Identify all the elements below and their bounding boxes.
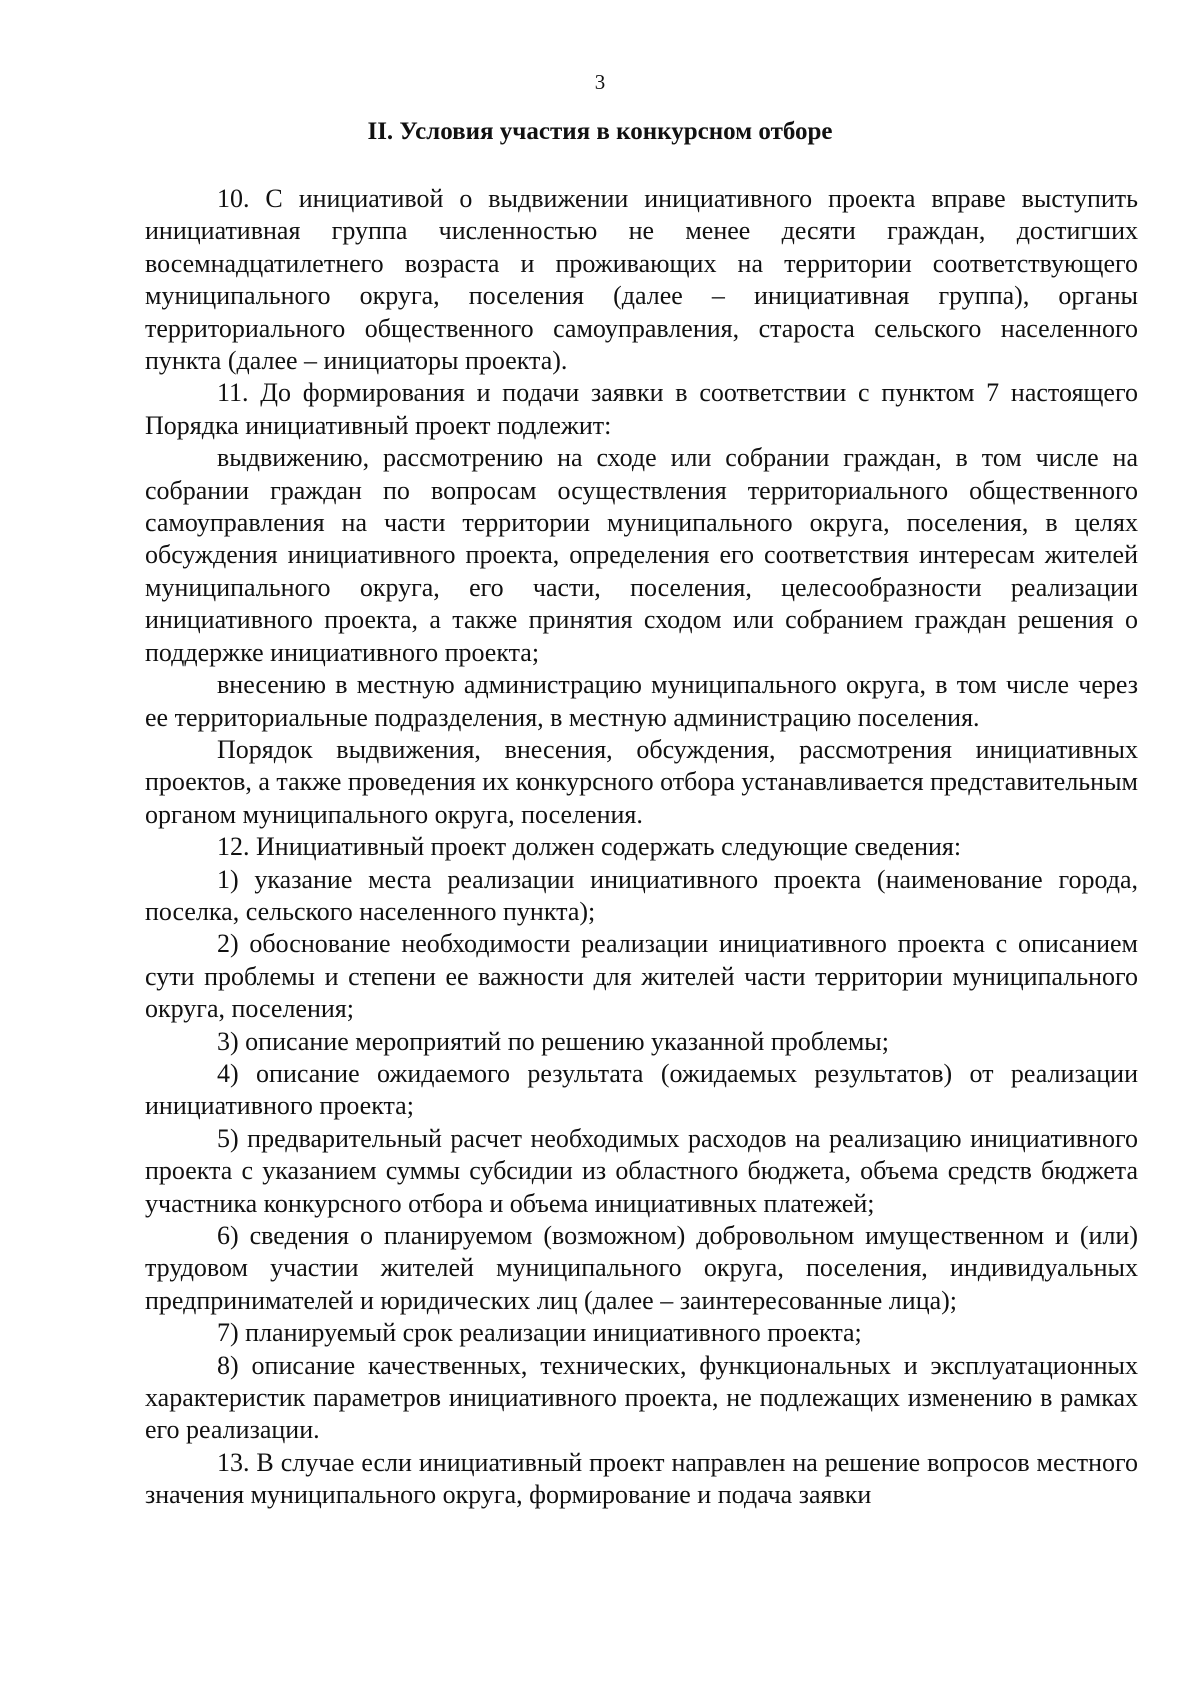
body-text [145, 183, 1138, 1512]
section-heading: II. Условия участия в конкурсном отборе [367, 118, 833, 145]
list-item: 5) предварительный расчет необходимых расходов на реализацию инициативного проекта с указанием суммы субсидии из областного бюджета, объема средств бюджета участника конкурсного отбора и объема инициативных платежей; [145, 1123, 1138, 1218]
list-item: 4) описание ожидаемого результата (ожидаемых результатов) от реализации инициативного проекта; [145, 1058, 1138, 1121]
list-item: 2) обоснование необходимости реализации инициативного проекта с описанием сути проблемы и степени ее важности для жителей части территории муниципального округа, поселения; [145, 929, 1138, 1024]
page-number: 3 [594, 70, 606, 94]
paragraph: 13. В случае если инициативный проект направлен на решение вопросов местного значения муниципального округа, формирование и подача заявки [145, 1447, 1138, 1510]
list-item: 1) указание места реализации инициативного проекта (наименование города, поселка, сельского населенного пункта); [145, 864, 1138, 926]
list-item: 8) описание качественных, технических, функциональных и эксплуатационных характеристик параметров инициативного проекта, не подлежащих изменению в рамках его реализации. [145, 1350, 1138, 1445]
paragraph: 11. До формирования и подачи заявки в соответствии с пунктом 7 настоящего Порядка инициативный проект подлежит: [145, 378, 1138, 440]
list-item: 7) планируемый срок реализации инициативного проекта; [217, 1318, 862, 1348]
list-item: 3) описание мероприятий по решению указанной проблемы; [217, 1026, 889, 1056]
paragraph: выдвижению, рассмотрению на сходе или собрании граждан, в том числе на собрании граждан по вопросам осуществления территориального общественного самоуправления на части территории муниципального округа, поселения, в целях обсуждения инициативного проекта, определения его соответствия интересам жителей муниципального округа, его части, поселения, целесообразности реализации инициативного проекта, а также принятия сходом или собранием граждан решения о поддержке инициативного проекта; [145, 443, 1138, 667]
paragraph: 12. Инициативный проект должен содержать следующие сведения: [217, 832, 962, 862]
paragraph: внесению в местную администрацию муниципального округа, в том числе через ее территориальные подразделения, в местную администрацию поселения. [145, 670, 1138, 732]
paragraph: Порядок выдвижения, внесения, обсуждения, рассмотрения инициативных проектов, а также проведения их конкурсного отбора устанавливается представительным органом муниципального округа, поселения. [145, 734, 1138, 829]
list-item: 6) сведения о планируемом (возможном) добровольном имущественном и (или) трудовом участии жителей муниципального округа, поселения, индивидуальных предпринимателей и юридических лиц (далее – заинтересованные лица); [145, 1221, 1138, 1315]
paragraph: 10. С инициативой о выдвижении инициативного проекта вправе выступить инициативная группа численностью не менее десяти граждан, достигших восемнадцатилетнего возраста и проживающих на территории соответствующего муниципального округа, поселения (далее – инициативная группа), органы территориального общественного самоуправления, староста сельского населенного пункта (далее – инициаторы проекта). [145, 184, 1138, 376]
